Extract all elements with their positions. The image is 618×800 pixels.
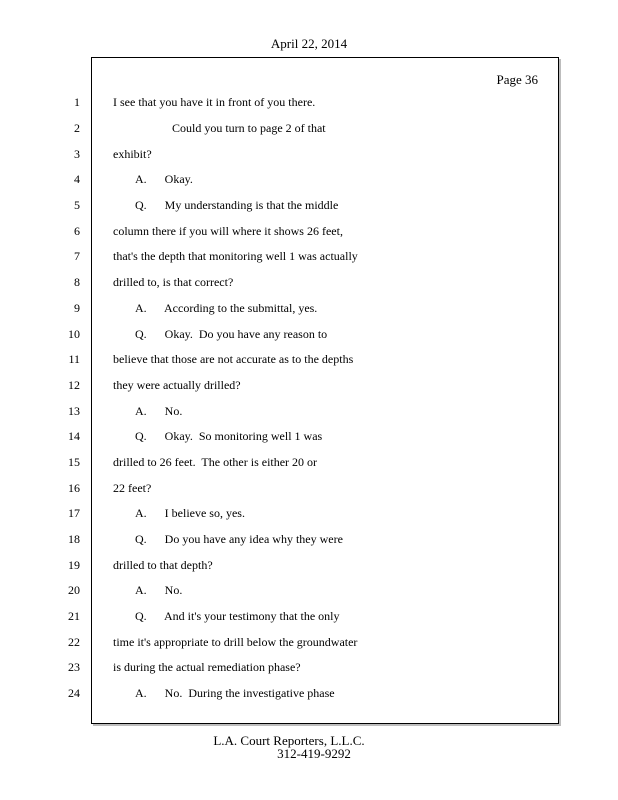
transcript-line: drilled to, is that correct? [113, 275, 234, 289]
transcript-line: A. No. During the investigative phase [135, 686, 335, 700]
transcript-line: drilled to 26 feet. The other is either 20 or [113, 455, 318, 469]
line-number: 19 [68, 558, 80, 572]
line-number: 11 [68, 352, 80, 366]
line-number: 17 [68, 506, 80, 520]
transcript-line: that's the depth that monitoring well 1 was actually [113, 249, 358, 263]
line-number: 18 [68, 532, 80, 546]
line-number: 8 [74, 275, 80, 289]
transcript-line: they were actually drilled? [113, 378, 241, 392]
transcript-line: column there if you will where it shows 26 feet, [113, 224, 343, 238]
transcript-line: Q. And it's your testimony that the only [135, 609, 340, 623]
line-number: 3 [74, 147, 80, 161]
line-number: 4 [74, 172, 80, 186]
transcript-line: A. No. [135, 404, 183, 418]
line-number: 24 [68, 686, 80, 700]
header-date: April 22, 2014 [270, 36, 348, 51]
line-number: 9 [74, 301, 80, 315]
transcript-line: Q. Okay. Do you have any reason to [135, 327, 328, 341]
transcript-line: A. According to the submittal, yes. [135, 301, 318, 315]
line-number: 2 [74, 121, 80, 135]
transcript-line: Q. Do you have any idea why they were [135, 532, 343, 546]
footer-company: L.A. Court Reporters, L.L.C. [213, 733, 365, 748]
line-number: 1 [74, 95, 80, 109]
transcript-line: A. Okay. [135, 172, 193, 186]
line-number: 23 [68, 660, 80, 674]
line-number: 13 [68, 404, 80, 418]
line-number: 14 [68, 429, 80, 443]
page-number: Page 36 [496, 72, 538, 87]
line-number: 6 [74, 224, 80, 238]
transcript-line: Q. Okay. So monitoring well 1 was [135, 429, 323, 443]
footer-phone: 312-419-9292 [277, 746, 351, 761]
transcript-line: drilled to that depth? [113, 558, 213, 572]
transcript-line: Q. My understanding is that the middle [135, 198, 339, 212]
line-number: 15 [68, 455, 80, 469]
line-number: 5 [74, 198, 80, 212]
transcript-line: believe that those are not accurate as to the depths [113, 352, 354, 366]
transcript-line: 22 feet? [113, 481, 152, 495]
transcript-line: exhibit? [113, 147, 152, 161]
line-number: 21 [68, 609, 80, 623]
transcript-line: Could you turn to page 2 of that [172, 121, 326, 135]
line-number: 12 [68, 378, 80, 392]
transcript-line: time it's appropriate to drill below the groundwater [113, 635, 358, 649]
transcript-line: I see that you have it in front of you there. [113, 95, 316, 109]
transcript-line: A. No. [135, 583, 183, 597]
line-number: 20 [68, 583, 80, 597]
line-number: 7 [74, 249, 80, 263]
line-number: 22 [68, 635, 80, 649]
transcript-line: is during the actual remediation phase? [113, 660, 301, 674]
line-number: 16 [68, 481, 80, 495]
transcript-line: A. I believe so, yes. [135, 506, 245, 520]
line-number: 10 [68, 327, 80, 341]
